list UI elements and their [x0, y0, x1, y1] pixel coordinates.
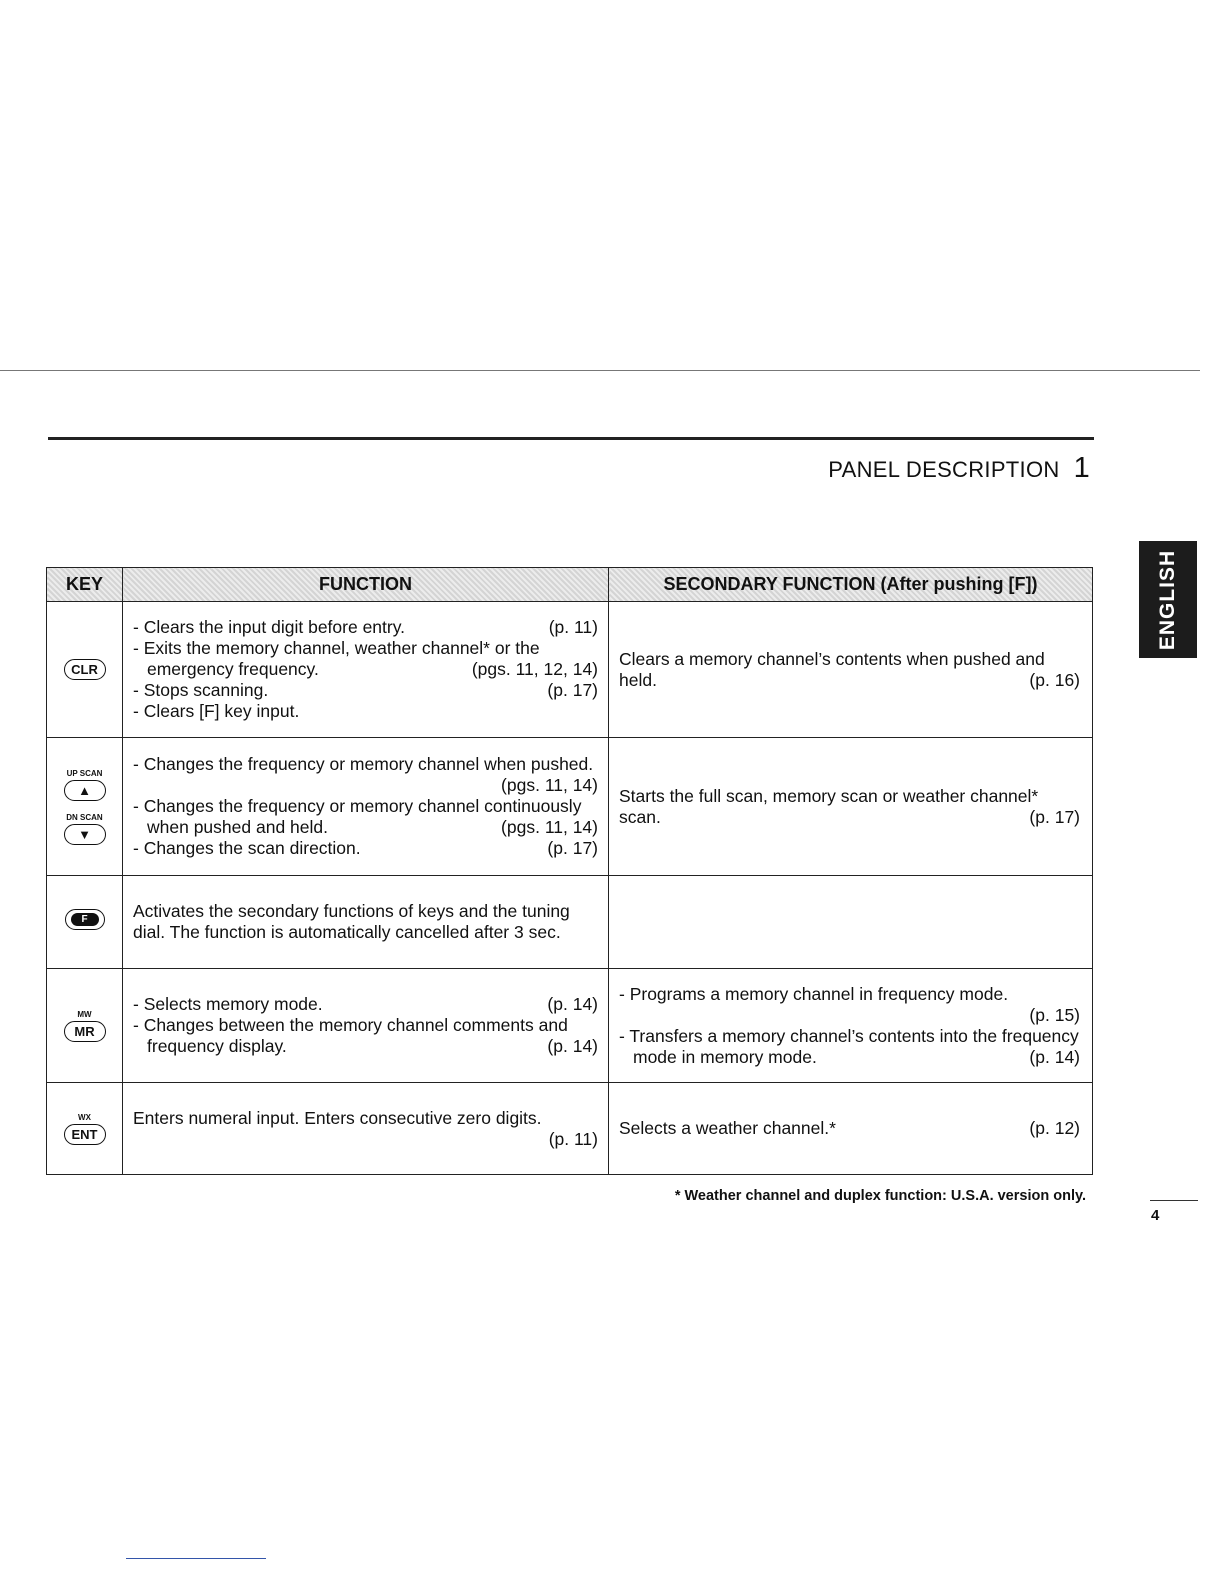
key-cell [47, 876, 123, 969]
mw-label: MW [77, 1009, 92, 1019]
secondary-line: Starts the full scan, memory scan or weather channel* scan. (p. 17) [619, 785, 1080, 827]
secondary-cell [609, 1083, 1093, 1175]
page-number: 4 [1151, 1207, 1160, 1224]
dn-scan-key [64, 813, 106, 845]
up-scan-label: UP SCAN [66, 768, 103, 778]
page-ref: (p. 17) [547, 838, 598, 858]
secondary-line: - Programs a memory channel in frequency mode. (p. 15) [619, 983, 1080, 1025]
language-tab [1139, 541, 1197, 658]
function-line: - Stops scanning. (p. 17) [133, 680, 598, 700]
function-line: Enters numeral input. Enters consecutive zero digits. (p. 11) [133, 1107, 598, 1149]
function-line: - Exits the memory channel, weather channel* or the emergency frequency. (pgs. 11, 12, 14) [133, 638, 598, 679]
page-ref: (p. 14) [547, 994, 598, 1014]
function-cell [123, 876, 609, 969]
secondary-cell [609, 602, 1093, 738]
key-cell [47, 602, 123, 738]
page-ref: (p. 15) [1029, 1004, 1080, 1025]
header-key: KEY [47, 568, 123, 602]
table-row [47, 876, 1093, 969]
function-line: - Changes the frequency or memory channel when pushed. (pgs. 11, 14) [133, 754, 598, 795]
clr-key-icon: CLR [64, 659, 106, 680]
header-secondary-function: SECONDARY FUNCTION (After pushing [F]) [609, 568, 1093, 602]
page-ref: (p. 16) [1029, 669, 1080, 690]
page-ref: (p. 17) [547, 680, 598, 700]
secondary-cell [609, 738, 1093, 876]
secondary-line: - Transfers a memory channel’s contents into the frequency mode in memory mode. (p. 14) [619, 1025, 1080, 1067]
function-cell [123, 738, 609, 876]
function-cell [123, 969, 609, 1083]
key-cell [47, 969, 123, 1083]
up-scan-key [64, 769, 106, 801]
function-line: Activates the secondary functions of keys and the tuning dial. The function is automatically cancelled after 3 sec. [133, 901, 570, 942]
wx-label: WX [78, 1112, 91, 1122]
bottom-divider [126, 1558, 266, 1559]
function-line: - Changes between the memory channel comments and frequency display. (p. 14) [133, 1015, 598, 1056]
header-function: FUNCTION [123, 568, 609, 602]
page-ref: (pgs. 11, 14) [501, 817, 598, 837]
chapter-number: 1 [1073, 452, 1090, 484]
key-cell [47, 738, 123, 876]
key-cell [47, 1083, 123, 1175]
panel-description-table [46, 567, 1093, 1175]
function-line: - Changes the frequency or memory channel continuously when pushed and held. (pgs. 11, 14) [133, 796, 598, 837]
function-line: - Clears [F] key input. [133, 701, 300, 721]
page-ref: (p. 11) [548, 617, 598, 637]
page-title [828, 452, 1090, 485]
f-key-icon: F [65, 909, 105, 930]
header-rule [48, 437, 1094, 440]
dn-scan-label: DN SCAN [66, 812, 103, 822]
secondary-line: Clears a memory channel’s contents when pushed and held. (p. 16) [619, 648, 1080, 690]
secondary-line: Selects a weather channel.* (p. 12) [619, 1118, 1080, 1138]
page-number-rule [1150, 1200, 1198, 1201]
function-line: - Changes the scan direction. (p. 17) [133, 838, 598, 858]
table-header-row [47, 568, 1093, 602]
top-divider [0, 370, 1200, 371]
function-cell [123, 1083, 609, 1175]
page-ref: (p. 14) [547, 1036, 598, 1056]
function-cell [123, 602, 609, 738]
mr-key-icon: MR [64, 1021, 106, 1042]
table-row [47, 1083, 1093, 1175]
footnote: * Weather channel and duplex function: U.S.A. version only. [674, 1188, 1086, 1204]
table-row [47, 738, 1093, 876]
page-ref: (p. 12) [1029, 1118, 1080, 1138]
page-ref: (pgs. 11, 12, 14) [471, 659, 598, 679]
table-row [47, 602, 1093, 738]
ent-key-icon: ENT [64, 1124, 106, 1145]
down-arrow-icon: ▼ [64, 824, 106, 845]
page-ref: (p. 11) [548, 1128, 598, 1149]
page-ref: (pgs. 11, 14) [501, 775, 598, 795]
table-row [47, 969, 1093, 1083]
page-title-text: PANEL DESCRIPTION [828, 457, 1060, 482]
function-line: - Selects memory mode. (p. 14) [133, 994, 598, 1014]
secondary-cell [609, 969, 1093, 1083]
secondary-cell-empty [609, 876, 1093, 969]
up-arrow-icon: ▲ [64, 780, 106, 801]
language-tab-label: ENGLISH [1156, 549, 1179, 650]
page-ref: (p. 14) [1029, 1046, 1080, 1067]
function-line: - Clears the input digit before entry. (p. 11) [133, 617, 598, 637]
page-ref: (p. 17) [1029, 806, 1080, 827]
